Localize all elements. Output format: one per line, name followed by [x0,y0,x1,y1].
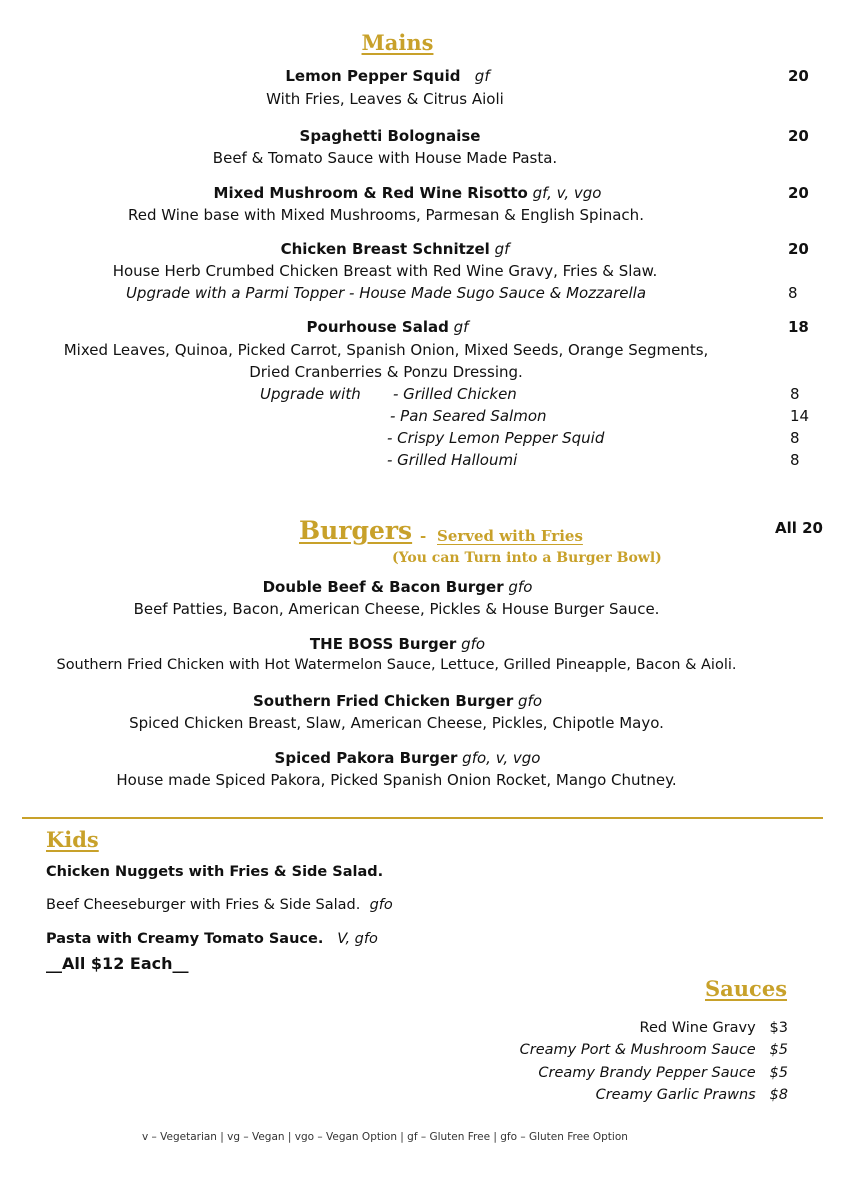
item-name: Chicken Breast Schnitzel [280,240,490,258]
item-description: With Fries, Leaves & Citrus Aioli [266,90,504,108]
section-divider [22,817,823,819]
sauce-item [640,1020,788,1036]
sauce-price: $8 [769,1087,788,1103]
item-diet-tag: gf [453,318,469,336]
sauce-name: Creamy Brandy Pepper Sauce [538,1065,756,1081]
item-description: Red Wine base with Mixed Mushrooms, Parmesan & English Spinach. [128,206,644,224]
menu-item-title [0,635,795,653]
item-diet-tag: gfo [369,897,393,913]
item-description: Dried Cranberries & Ponzu Dressing. [249,363,523,381]
item-name: THE BOSS Burger [309,635,457,653]
upgrade-option: - Pan Seared Salmon [390,407,547,425]
burgers-price: All 20 [775,519,823,537]
kids-item [46,897,393,913]
item-diet-tag: V, gfo [337,931,378,947]
item-diet-tag: gfo, v, vgo [462,749,541,767]
kids-heading: Kids [46,827,99,852]
item-price: 18 [788,318,809,336]
sauce-item [538,1065,788,1081]
item-description: Beef Patties, Bacon, American Cheese, Pickles & House Burger Sauce. [133,600,660,618]
burgers-subtitle-2: (You can Turn into a Burger Bowl) [392,550,662,566]
kids-item [46,931,378,947]
kids-item-name: Pasta with Creamy Tomato Sauce. [46,931,324,947]
item-price: 20 [788,240,809,258]
upgrade-option: - Grilled Halloumi [387,451,518,469]
sauce-item [520,1042,788,1058]
item-name: Spiced Pakora Burger [274,749,458,767]
upgrade-price: 8 [790,385,800,403]
upgrade-option: - Crispy Lemon Pepper Squid [387,429,605,447]
sauce-name: Creamy Port & Mushroom Sauce [519,1042,756,1058]
sauce-item [596,1087,788,1103]
menu-item-title [0,318,775,336]
upgrade-price: 14 [790,407,810,425]
upgrade-price: 8 [788,284,798,302]
item-description: House Herb Crumbed Chicken Breast with Red Wine Gravy, Fries & Slaw. [112,262,658,280]
menu-item-title [0,578,795,596]
upgrade-price: 8 [790,451,800,469]
item-diet-tag: gfo [461,635,486,653]
item-name: Lemon Pepper Squid [285,67,461,85]
sauce-price: $5 [769,1065,788,1081]
menu-item-title [0,692,795,710]
item-diet-tag: gf, v, vgo [532,184,602,202]
sauce-price: $5 [769,1042,788,1058]
kids-item-name: Beef Cheeseburger with Fries & Side Salad. [46,897,361,913]
sauces-heading: Sauces [705,976,788,1001]
upgrade-label: Upgrade with [260,385,361,403]
heading-dash: - [420,527,427,545]
item-name: Southern Fried Chicken Burger [252,692,514,710]
item-description: Southern Fried Chicken with Hot Watermelon Sauce, Lettuce, Grilled Pineapple, Bacon & Aioli. [56,657,737,673]
item-price: 20 [788,184,809,202]
item-description: Beef & Tomato Sauce with House Made Pasta. [212,149,558,167]
item-diet-tag: gf [494,240,510,258]
sauce-price: $3 [769,1020,788,1036]
item-upgrade: Upgrade with a Parmi Topper - House Made Sugo Sauce & Mozzarella [125,284,647,302]
item-description: House made Spiced Pakora, Picked Spanish Onion Rocket, Mango Chutney. [116,771,677,789]
item-price: 20 [788,127,809,145]
item-name: Pourhouse Salad [306,318,449,336]
menu-item-title [0,240,790,258]
item-diet-tag: gf [474,67,490,85]
item-description: Mixed Leaves, Quinoa, Picked Carrot, Spanish Onion, Mixed Seeds, Orange Segments, [63,341,709,359]
item-name: Double Beef & Bacon Burger [262,578,504,596]
burgers-subtitle: Served with Fries [437,527,583,545]
item-description: Spiced Chicken Breast, Slaw, American Cheese, Pickles, Chipotle Mayo. [129,714,664,732]
item-diet-tag: gfo [508,578,533,596]
menu-item-title [0,749,815,767]
item-name: Spaghetti Bolognaise [299,127,481,145]
item-diet-tag: gfo [518,692,543,710]
item-name: Mixed Mushroom & Red Wine Risotto [213,184,528,202]
kids-item: Chicken Nuggets with Fries & Side Salad. [46,864,384,880]
burgers-heading: Burgers [299,516,413,545]
kids-price: __All $12 Each__ [46,954,189,973]
menu-item-title [0,67,775,85]
sauce-name: Red Wine Gravy [639,1020,756,1036]
sauce-name: Creamy Garlic Prawns [595,1087,756,1103]
upgrade-price: 8 [790,429,800,447]
mains-heading: Mains [361,30,434,55]
upgrade-option: - Grilled Chicken [393,385,517,403]
menu-item-title [0,184,815,202]
item-price: 20 [788,67,809,85]
diet-legend: v – Vegetarian | vg – Vegan | vgo – Vegan Option | gf – Gluten Free | gfo – Gluten Free Option [142,1131,628,1143]
